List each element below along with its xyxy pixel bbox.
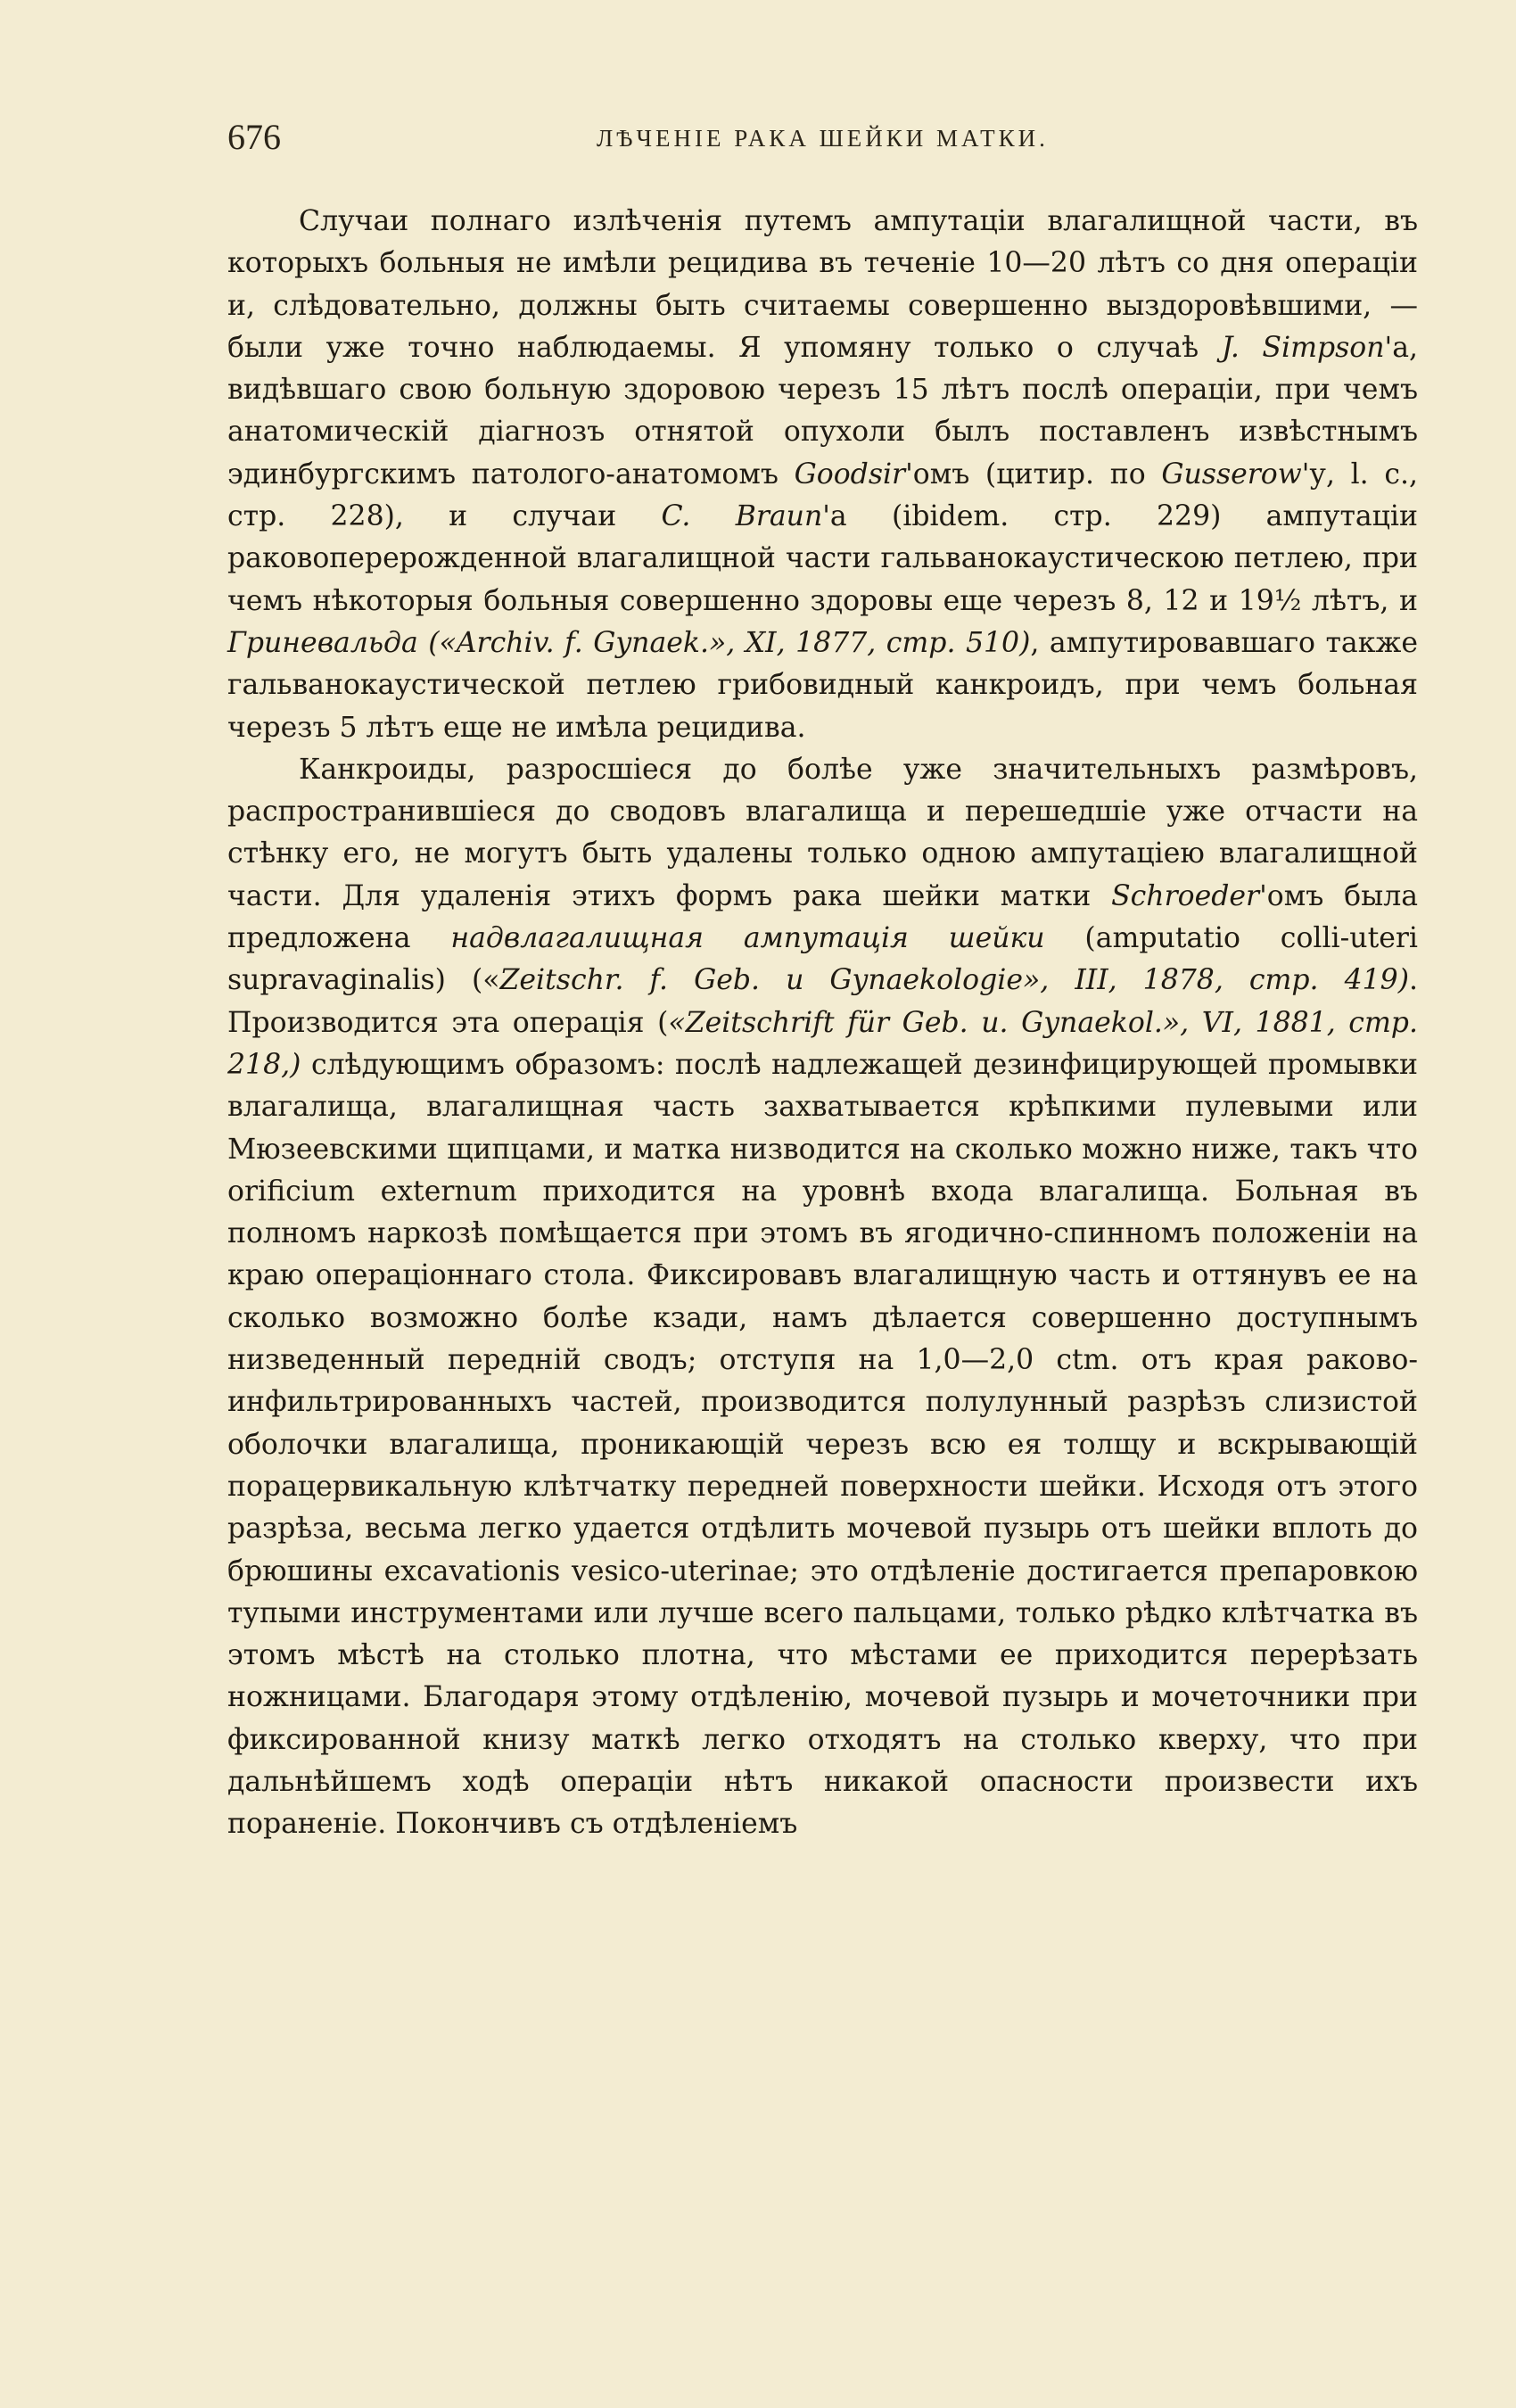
text-run: Случаи полнаго излѣченія путемъ ампутаціи влагалищной части, въ которыхъ больныя не имѣли рецидива въ теченіе 10—20 лѣтъ со дня операціи и, слѣдовательно, должны быть считаемы совершенно выздоровѣвшими, — были уже точно наблюдаемы. Я упомяну только о случаѣ (227, 205, 1418, 364)
emphasis-term: надвлагалищная ампутація шейки (450, 922, 1045, 955)
text-run: 'омъ (цитир. по (905, 458, 1162, 491)
text-run: 'а (ibidem. стр. 229) ампутаціи раковоперерожденной влагалищной части гальванокаустическою петлею, при чемъ нѣкоторыя больныя совершенно здоровы еще черезъ 8, 12 и 19½ лѣтъ, и (227, 500, 1418, 617)
paragraph-2 (227, 749, 1418, 1846)
text-run: 'омъ была предложена (227, 879, 1418, 955)
author-name: C. Braun (661, 500, 823, 533)
author-name: Schroeder (1111, 879, 1260, 912)
text-run: 'у, l. c., стр. 228), и случаи (227, 458, 1418, 533)
text-run: слѣдующимъ образомъ: послѣ надлежащей дезинфицирующей промывки влагалища, влагалищная часть захватывается крѣпкими пулевыми или Мюзеевскими щипцами, и матка низводится на сколько можно ниже, такъ что orificium externum приходится на уровнѣ входа влагалища. Больная въ полномъ наркозѣ помѣщается при этомъ въ ягодично-спинномъ положеніи на краю операціоннаго стола. Фиксировавъ влагалищную часть и оттянувъ ее на сколько возможно болѣе кзади, намъ дѣлается совершенно доступнымъ низведенный передній сводъ; отступя на 1,0—2,0 ctm. отъ края раково-инфильтрированныхъ частей, производится полулунный разрѣзъ слизистой оболочки влагалища, проникающій черезъ всю ея толщу и вскрывающій порацервикальную клѣтчатку передней поверхности шейки. Исходя отъ этого разрѣза, весьма легко удается отдѣлить мочевой пузырь отъ шейки вплоть до брюшины excavationis vesico-uterinae; это отдѣленіе достигается препаровкою тупыми инструментами или лучше всего пальцами, только рѣдко клѣтчатка въ этомъ мѣстѣ на столько плотна, что мѣстами ее приходится перерѣзать ножницами. Благодаря этому отдѣленію, мочевой пузырь и мочеточники при фиксированной книзу маткѣ легко отходятъ на столько кверху, что при дальнѣйшемъ ходѣ операціи нѣтъ никакой опасности произвести ихъ пораненіе. Покончивъ съ отдѣленіемъ (227, 1048, 1418, 1841)
citation: Гриневальда («Archiv. f. Gynaek.», XI, 1877, стр. 510) (227, 626, 1031, 659)
body-text (227, 201, 1418, 1846)
author-name: J. Simpson (1221, 331, 1385, 364)
citation: Zeitschr. f. Geb. и Gynaekologie», III, 1878, стр. 419) (499, 964, 1409, 997)
running-title: ЛѢЧЕНІЕ РАКА ШЕЙКИ МАТКИ. (597, 125, 1049, 152)
text-run: (amputatio colli-uteri supravaginalis) (« (227, 922, 1418, 997)
text-run: . Производится эта операція ( (227, 964, 1419, 1039)
running-header (227, 116, 1418, 169)
text-run: , ампутировавшаго также гальванокаустической петлею грибовидный канкроидъ, при чемъ больная черезъ 5 лѣтъ еще не имѣла рецидива. (227, 626, 1418, 744)
paragraph-1 (227, 201, 1418, 749)
citation: «Zeitschrift für Geb. u. Gynaekol.», VI, 1881, стр. 218,) (227, 1006, 1418, 1081)
page-number: 676 (227, 117, 281, 157)
text-run: 'а, видѣвшаго свою больную здоровою черезъ 15 лѣтъ послѣ операціи, при чемъ анатомическій діагнозъ отнятой опухоли былъ поставленъ извѣстнымъ эдинбургскимъ патолого-анатомомъ (227, 331, 1418, 491)
text-run: Канкроиды, разросшіеся до болѣе уже значительныхъ размѣровъ, распространившіеся до сводовъ влагалища и перешедшіе уже отчасти на стѣнку его, не могутъ быть удалены только одною ампутаціею влагалищной части. Для удаленія этихъ формъ рака шейки матки (227, 753, 1418, 912)
author-name: Goodsir (794, 458, 906, 491)
author-name: Gusserow (1161, 458, 1302, 491)
